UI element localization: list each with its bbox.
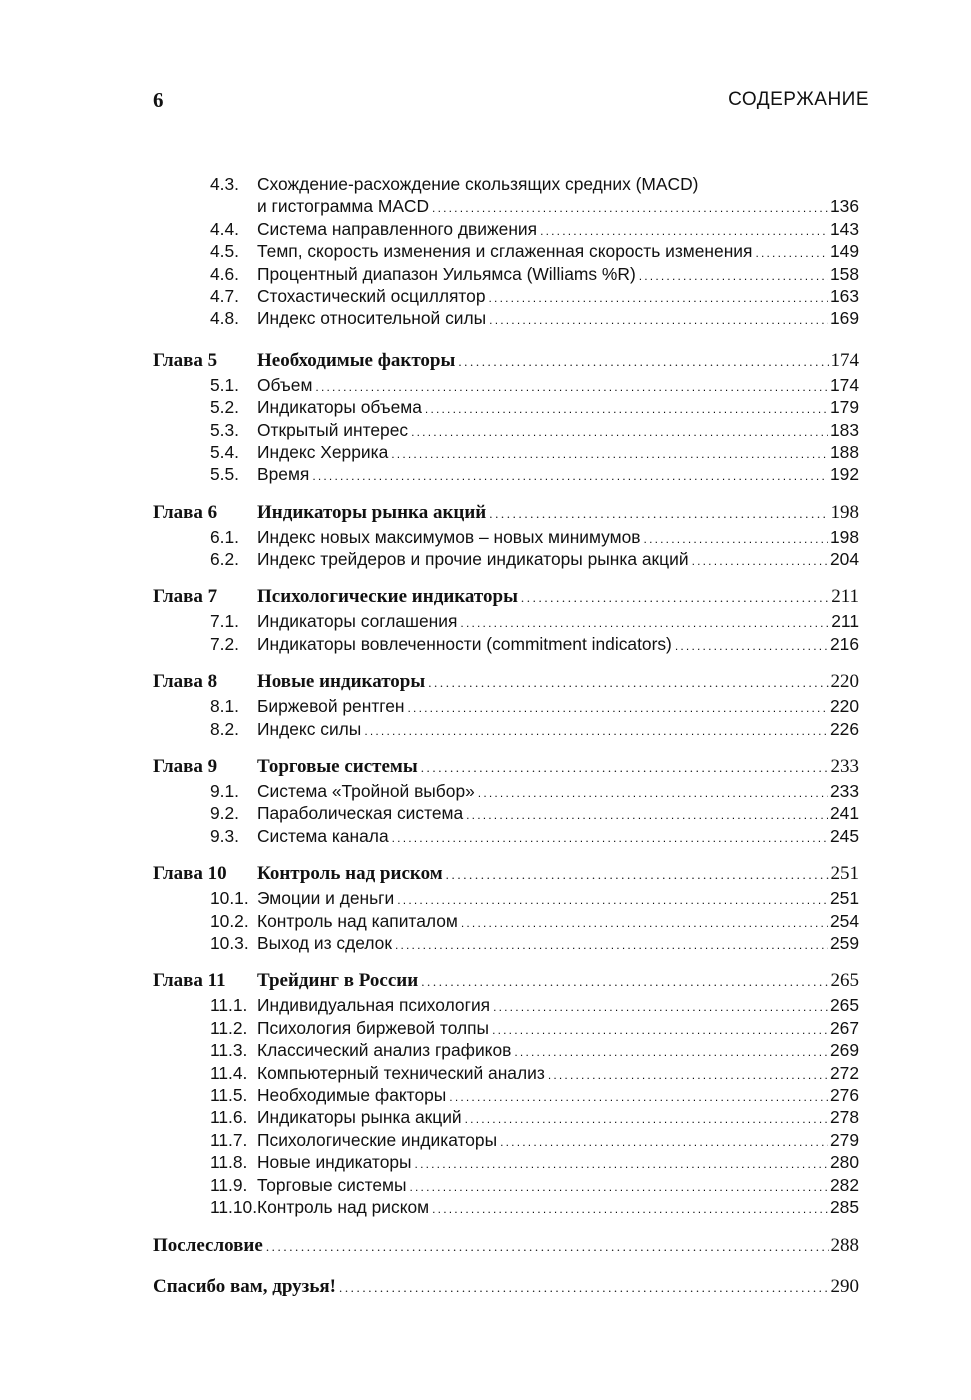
- page-reference: 174: [829, 374, 859, 395]
- toc-section[interactable]: [153, 802, 859, 824]
- toc-back-matter[interactable]: [153, 1233, 859, 1259]
- toc-section[interactable]: [153, 633, 859, 655]
- toc-section[interactable]: [153, 695, 859, 717]
- chapter-title: Психологические индикаторы: [257, 586, 518, 608]
- section-entry: [257, 396, 859, 420]
- toc-section[interactable]: [153, 441, 859, 463]
- page-reference: 198: [829, 526, 859, 547]
- section-number: 4.3.: [210, 174, 240, 194]
- section-entry: [257, 1062, 859, 1086]
- section-entry: [257, 1106, 859, 1130]
- page-reference: 290: [830, 1276, 859, 1298]
- dot-leader: [425, 398, 828, 420]
- section-entry: [257, 1174, 859, 1198]
- section-title: Психологические индикаторы: [257, 1129, 498, 1150]
- section-number: 10.3.: [210, 932, 249, 953]
- section-entry: [257, 994, 859, 1018]
- toc-section[interactable]: [153, 910, 859, 932]
- section-entry: [257, 932, 859, 956]
- section-entry: [257, 910, 859, 934]
- section-number: 11.3.: [210, 1040, 248, 1061]
- section-title: Система «Тройной выбор»: [257, 781, 475, 802]
- toc-section[interactable]: [153, 173, 859, 195]
- toc-section[interactable]: [153, 374, 859, 396]
- dot-leader: [458, 349, 828, 375]
- page-reference: 204: [829, 549, 859, 570]
- section-number: 7.2.: [210, 633, 240, 654]
- dot-leader: [397, 889, 828, 911]
- chapter-title: Трейдинг в России: [257, 970, 419, 992]
- section-number: 11.6.: [210, 1107, 248, 1128]
- dot-leader: [755, 242, 828, 264]
- section-number: 7.1.: [210, 611, 240, 632]
- section-number: 8.1.: [210, 696, 240, 717]
- page-reference: 265: [830, 970, 859, 992]
- page-reference: 265: [829, 995, 859, 1016]
- page-reference: 285: [829, 1196, 859, 1217]
- dot-leader: [675, 635, 828, 657]
- section-title: Схождение-расхождение скользящих средних (MACD): [257, 174, 699, 194]
- section-number: 4.7.: [210, 285, 240, 306]
- toc-section[interactable]: [153, 1039, 859, 1061]
- section-entry: [257, 633, 859, 657]
- section-title: Индикаторы рынка акций: [257, 1107, 462, 1128]
- page-reference: 158: [829, 263, 859, 284]
- toc-section[interactable]: [153, 1062, 859, 1084]
- section-number: 9.2.: [210, 803, 240, 824]
- page-reference: 188: [829, 441, 859, 462]
- page-reference: 226: [829, 718, 859, 739]
- toc-section[interactable]: [153, 240, 859, 262]
- page-reference: 163: [829, 285, 859, 306]
- section-number: 5.3.: [210, 419, 240, 440]
- section-entry: [257, 887, 859, 911]
- dot-leader: [489, 309, 828, 331]
- section-entry: [257, 1084, 859, 1108]
- section-entry: [257, 526, 859, 550]
- section-entry: [257, 1196, 859, 1220]
- section-title: Индекс трейдеров и прочие индикаторы рынка акций: [257, 549, 689, 570]
- dot-leader: [391, 443, 828, 465]
- page-reference: 149: [829, 241, 859, 262]
- section-number: 5.5.: [210, 464, 240, 485]
- toc-back-matter[interactable]: [153, 1274, 859, 1300]
- page-reference: 179: [829, 397, 859, 418]
- section-entry: [257, 825, 859, 849]
- section-entry: [257, 695, 859, 719]
- section-entry: [257, 1017, 859, 1041]
- page-reference: 198: [830, 501, 859, 523]
- chapter-label: Глава 8: [153, 671, 218, 693]
- table-of-contents: [153, 173, 859, 1300]
- dot-leader: [446, 862, 829, 888]
- section-number: 11.10.: [210, 1196, 258, 1217]
- toc-chapter[interactable]: [153, 968, 859, 994]
- section-number: 11.5.: [210, 1084, 248, 1105]
- chapter-title: Новые индикаторы: [257, 671, 426, 693]
- toc-section[interactable]: [153, 263, 859, 285]
- dot-leader: [500, 1131, 828, 1153]
- toc-section[interactable]: [153, 548, 859, 570]
- toc-section[interactable]: [153, 1106, 859, 1128]
- section-entry: [257, 718, 859, 742]
- section-title: Биржевой рентген: [257, 696, 405, 717]
- section-number: 5.1.: [210, 374, 240, 395]
- dot-leader: [449, 1086, 828, 1108]
- dot-leader: [478, 782, 828, 804]
- page-reference: 280: [829, 1152, 859, 1173]
- toc-section[interactable]: [153, 419, 859, 441]
- section-entry: [257, 1129, 859, 1153]
- section-title: Индивидуальная психология: [257, 995, 491, 1016]
- dot-leader: [392, 827, 828, 849]
- toc-chapter[interactable]: [153, 754, 859, 780]
- page-reference: 267: [829, 1017, 859, 1038]
- dot-leader: [460, 612, 829, 634]
- section-number: 10.1.: [210, 888, 249, 909]
- page-reference: 272: [829, 1062, 859, 1083]
- section-title: Индекс Херрика: [257, 441, 389, 462]
- page-reference: 216: [829, 633, 859, 654]
- section-title: Параболическая система: [257, 803, 464, 824]
- section-number: 6.1.: [210, 526, 240, 547]
- section-title: Темп, скорость изменения и сглаженная скорость изменения: [257, 241, 753, 262]
- toc-section[interactable]: [153, 718, 859, 740]
- back-matter-entry: [153, 1274, 859, 1301]
- section-number: 6.2.: [210, 549, 240, 570]
- section-title: Новые индикаторы: [257, 1152, 412, 1173]
- dot-leader: [432, 197, 828, 219]
- chapter-label: Глава 9: [153, 756, 218, 778]
- section-entry: [257, 548, 859, 572]
- page-reference: 282: [829, 1174, 859, 1195]
- section-entry: [257, 463, 859, 487]
- section-entry: [257, 419, 859, 443]
- section-title: Индикаторы соглашения: [257, 611, 458, 632]
- toc-section[interactable]: [153, 1017, 859, 1039]
- section-number: 4.4.: [210, 218, 240, 239]
- dot-leader: [461, 912, 828, 934]
- back-matter-title: Спасибо вам, друзья!: [153, 1276, 336, 1298]
- page-reference: 211: [831, 611, 859, 632]
- section-entry: [257, 1039, 859, 1063]
- back-matter-list: [153, 1233, 859, 1300]
- dot-leader: [421, 969, 828, 995]
- chapter-entry: [257, 348, 859, 375]
- section-title: Система направленного движения: [257, 218, 538, 239]
- section-number: 5.4.: [210, 441, 240, 462]
- toc-section[interactable]: [153, 610, 859, 632]
- toc-section[interactable]: [153, 1151, 859, 1173]
- toc-chapter[interactable]: [153, 500, 859, 526]
- back-matter-entry: [153, 1233, 859, 1260]
- toc-chapter[interactable]: [153, 861, 859, 887]
- section-title: Контроль над капиталом: [257, 910, 458, 931]
- dot-leader: [489, 501, 828, 527]
- page-reference: 220: [830, 671, 859, 693]
- dot-leader: [428, 670, 828, 696]
- chapter-entry: [257, 754, 859, 781]
- page-reference: 192: [829, 464, 859, 485]
- section-title: Время: [257, 464, 310, 485]
- section-number: 10.2.: [210, 910, 249, 931]
- toc-section[interactable]: [153, 396, 859, 418]
- section-number: 11.7.: [210, 1129, 248, 1150]
- dot-leader: [395, 934, 828, 956]
- chapter-title: Контроль над риском: [257, 863, 443, 885]
- section-title: Открытый интерес: [257, 419, 409, 440]
- chapter-entry: [257, 584, 859, 611]
- section-title: Объем: [257, 374, 313, 395]
- section-number: 9.1.: [210, 781, 240, 802]
- page-reference: 241: [829, 803, 859, 824]
- toc-chapter[interactable]: [153, 348, 859, 374]
- page-reference: 278: [829, 1107, 859, 1128]
- dot-leader: [415, 1153, 828, 1175]
- page-reference: 254: [829, 910, 859, 931]
- page-reference: 259: [829, 932, 859, 953]
- toc-section-continuation[interactable]: [153, 195, 859, 217]
- dot-leader: [492, 1019, 828, 1041]
- section-number: 11.9.: [210, 1174, 248, 1195]
- section-title: Индикаторы вовлеченности (commitment indicators): [257, 633, 672, 654]
- section-entry: [257, 780, 859, 804]
- section-title: Система канала: [257, 825, 389, 846]
- page-number: 6: [153, 88, 164, 112]
- toc-section[interactable]: [153, 1129, 859, 1151]
- chapter-label: Глава 5: [153, 349, 218, 371]
- toc-section[interactable]: [153, 1196, 859, 1218]
- page-header: [153, 88, 869, 118]
- page-reference: 251: [830, 863, 859, 885]
- chapter-label: Глава 10: [153, 863, 227, 885]
- chapter-title: Индикаторы рынка акций: [257, 501, 487, 523]
- section-entry: [257, 610, 859, 634]
- section-title: Компьютерный технический анализ: [257, 1062, 545, 1083]
- toc-section[interactable]: [153, 887, 859, 909]
- section-number: 9.3.: [210, 825, 240, 846]
- toc-section[interactable]: [153, 526, 859, 548]
- page-reference: 211: [831, 586, 859, 608]
- section-title: Индекс относительной силы: [257, 308, 487, 329]
- back-matter-title: Послесловие: [153, 1235, 263, 1257]
- toc-section[interactable]: [153, 994, 859, 1016]
- chapter-list: [153, 348, 859, 1219]
- toc-chapter[interactable]: [153, 584, 859, 610]
- section-number: 4.6.: [210, 263, 240, 284]
- section-title-continuation: и гистограмма MACD: [257, 196, 430, 217]
- section-title: Индикаторы объема: [257, 397, 422, 418]
- page-reference: 233: [829, 781, 859, 802]
- section-entry: [257, 802, 859, 826]
- toc-section[interactable]: [153, 463, 859, 485]
- dot-leader: [466, 804, 828, 826]
- page-reference: 174: [830, 349, 859, 371]
- page-reference: 136: [829, 196, 859, 217]
- dot-leader: [339, 1275, 829, 1301]
- section-title: Эмоции и деньги: [257, 888, 395, 909]
- dot-leader: [540, 220, 828, 242]
- dot-leader: [521, 585, 829, 611]
- section-number: 4.5.: [210, 241, 240, 262]
- dot-leader: [315, 376, 828, 398]
- section-title: Процентный диапазон Уильямса (Williams %R): [257, 263, 636, 284]
- section-title: Торговые системы: [257, 1174, 407, 1195]
- dot-leader: [364, 720, 828, 742]
- page-reference: 276: [829, 1084, 859, 1105]
- page-reference: 233: [830, 756, 859, 778]
- page-reference: 220: [829, 696, 859, 717]
- toc-section[interactable]: [153, 780, 859, 802]
- chapter-title: Торговые системы: [257, 756, 418, 778]
- section-title: Необходимые факторы: [257, 1084, 447, 1105]
- page-reference: 183: [829, 419, 859, 440]
- dot-leader: [644, 528, 828, 550]
- page-reference: 288: [830, 1235, 859, 1257]
- chapter-entry: [257, 968, 859, 995]
- section-entry: [257, 1151, 859, 1175]
- toc-section[interactable]: [153, 932, 859, 954]
- dot-leader: [548, 1064, 828, 1086]
- dot-leader: [489, 287, 828, 309]
- running-title: СОДЕРЖАНИЕ: [728, 89, 869, 110]
- dot-leader: [465, 1108, 828, 1130]
- page-reference: 279: [829, 1129, 859, 1150]
- toc-section[interactable]: [153, 1174, 859, 1196]
- section-number: 11.4.: [210, 1062, 248, 1083]
- toc-section[interactable]: [153, 1084, 859, 1106]
- dot-leader: [692, 550, 828, 572]
- dot-leader: [411, 421, 828, 443]
- dot-leader: [514, 1041, 828, 1063]
- section-title: Индекс новых максимумов – новых минимумов: [257, 526, 641, 547]
- page-reference: 251: [829, 888, 859, 909]
- section-title: Психология биржевой толпы: [257, 1017, 490, 1038]
- section-title: Стохастический осциллятор: [257, 285, 486, 306]
- dot-leader: [266, 1234, 829, 1260]
- section-title: Индекс силы: [257, 718, 362, 739]
- section-number: 11.8.: [210, 1152, 248, 1173]
- section-number: 4.8.: [210, 308, 240, 329]
- section-title: Контроль над риском: [257, 1196, 430, 1217]
- section-number: 11.2.: [210, 1017, 248, 1038]
- toc-section[interactable]: [153, 218, 859, 240]
- chapter-entry: [257, 669, 859, 696]
- dot-leader: [409, 1176, 828, 1198]
- chapter-label: Глава 7: [153, 586, 218, 608]
- chapter-entry: [257, 500, 859, 527]
- toc-section[interactable]: [153, 285, 859, 307]
- chapter-title: Необходимые факторы: [257, 349, 456, 371]
- section-number: 5.2.: [210, 397, 240, 418]
- dot-leader: [312, 465, 828, 487]
- dot-leader: [493, 996, 828, 1018]
- toc-section[interactable]: [153, 825, 859, 847]
- section-entry: [257, 441, 859, 465]
- section-title: Классический анализ графиков: [257, 1040, 512, 1061]
- dot-leader: [432, 1198, 828, 1220]
- section-number: 11.1.: [210, 995, 248, 1016]
- page-reference: 143: [829, 218, 859, 239]
- chapter-entry: [257, 861, 859, 888]
- chapter-label: Глава 11: [153, 970, 226, 992]
- page-reference: 269: [829, 1040, 859, 1061]
- chapter-label: Глава 6: [153, 501, 218, 523]
- section-entry: [257, 374, 859, 398]
- page-reference: 245: [829, 825, 859, 846]
- section-number: 8.2.: [210, 718, 240, 739]
- toc-section[interactable]: [153, 307, 859, 329]
- section-title: Выход из сделок: [257, 932, 392, 953]
- toc-chapter[interactable]: [153, 669, 859, 695]
- dot-leader: [408, 697, 828, 719]
- dot-leader: [421, 755, 829, 781]
- page-reference: 169: [829, 308, 859, 329]
- dot-leader: [639, 265, 828, 287]
